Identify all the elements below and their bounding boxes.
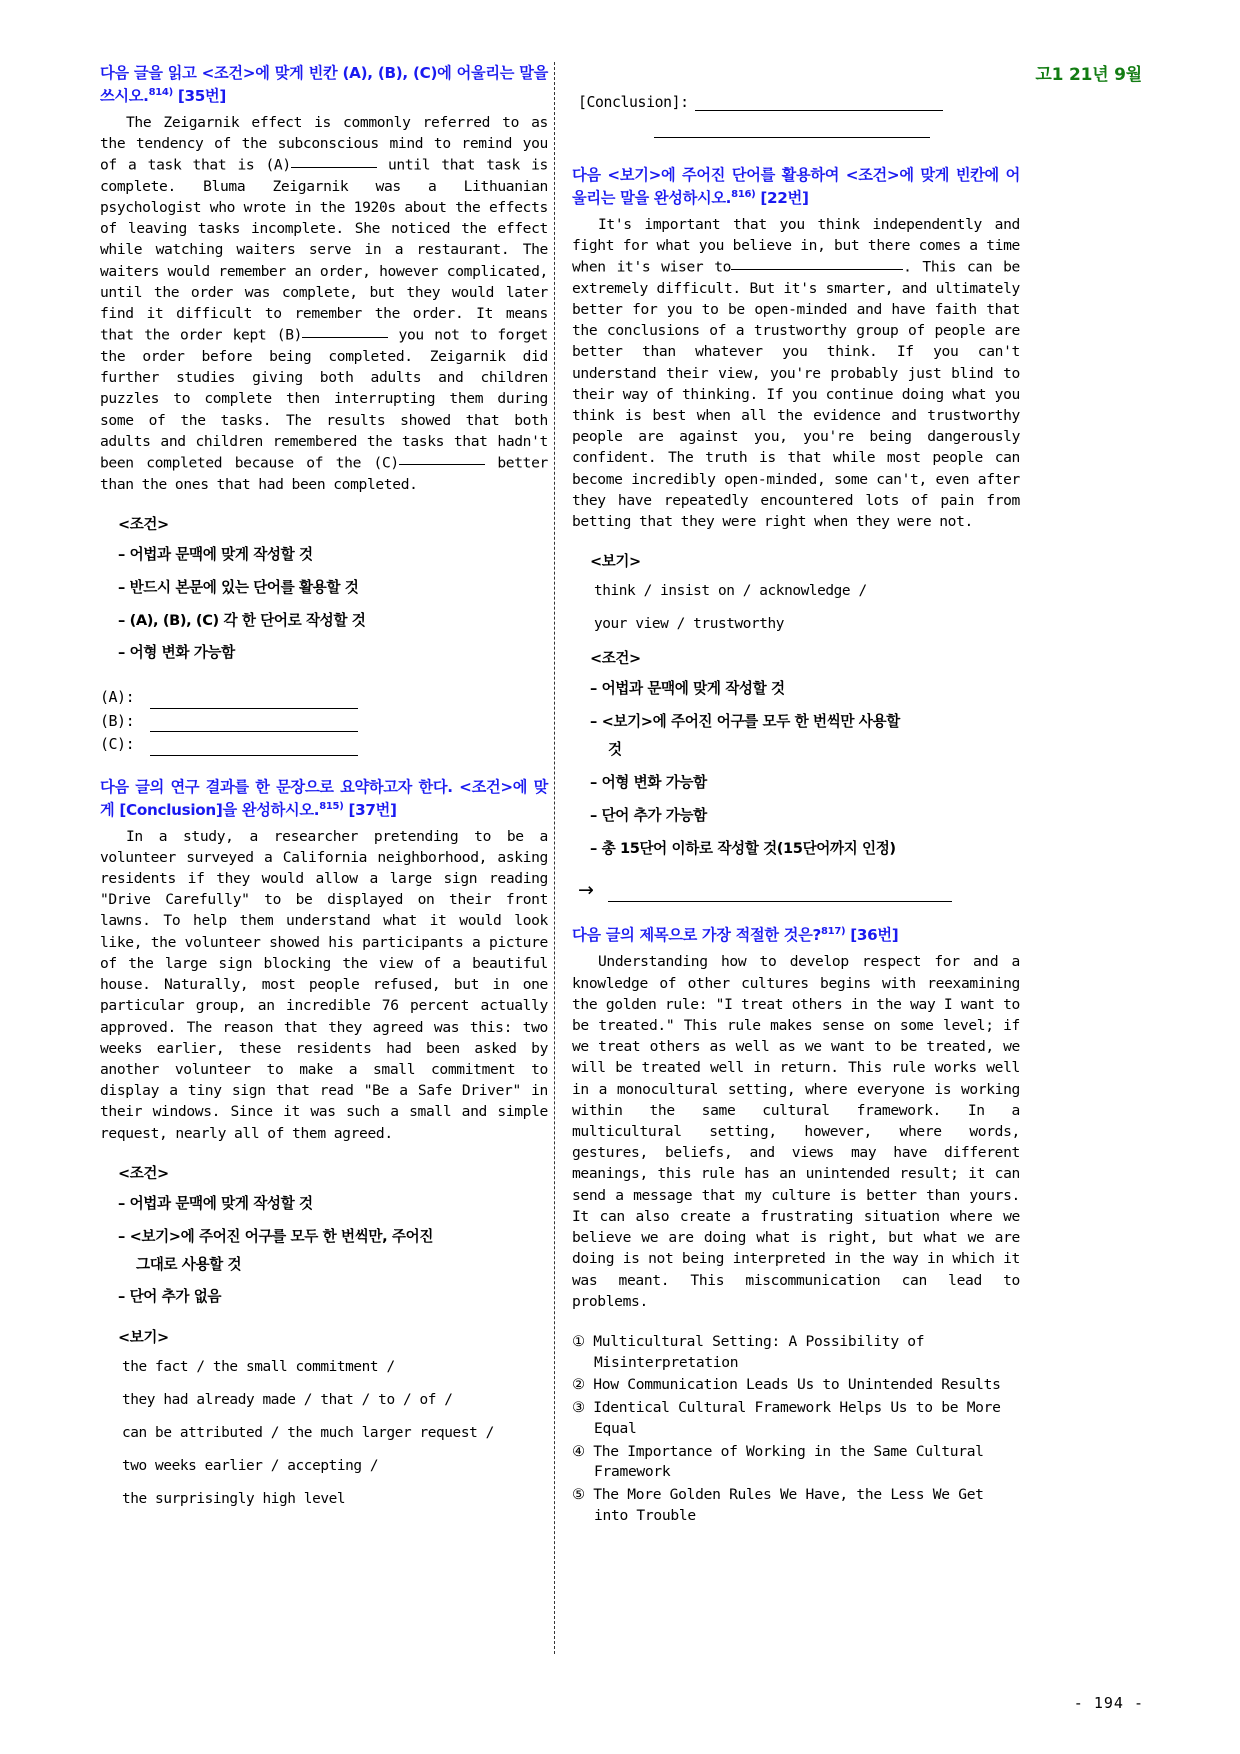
question-35-footnote: 814) (148, 86, 173, 98)
question-22-prompt-line2: 빈칸에 어울리는 말을 완성하시오. (572, 166, 1020, 207)
answer-input-c[interactable] (150, 739, 358, 756)
conditions-title: <조건> (590, 651, 641, 668)
question-37-conditions-block (100, 1162, 548, 1309)
vocab-title: <보기> (590, 554, 641, 571)
question-36-choices (572, 1332, 1020, 1526)
conclusion-input-line-1[interactable] (695, 94, 943, 111)
question-37-prompt (100, 776, 548, 822)
answer-label-a: (A): (100, 688, 135, 707)
blank-b[interactable] (302, 324, 388, 337)
condition-item: – 단어 추가 가능함 (590, 806, 707, 824)
question-37-passage: In a study, a researcher pretending to be a volunteer surveyed a California neighborhood, asking residents if they would allow a large sign reading "Drive Carefully" to be displayed on their front lawns. To help them understand what it would look like, the volunteer showed his participants a picture of the large sign blocking the view of a beautiful house. Naturally, most people refused, but in one particular group, an incredible 76 percent actually approved. The reason that they agreed was this: two weeks earlier, these residents had been asked by another volunteer to make a small commitment to display a tiny sign that read "Be a Safe Driver" in their windows. Since it was such a small and simple request, nearly all of them agreed. (100, 827, 548, 1142)
vocab-line: they had already made / that / to / of / (122, 1392, 453, 1409)
choice-text-2: How Communication Leads Us to Unintended Results (593, 1376, 1001, 1394)
question-35-prompt (100, 62, 548, 108)
question-22-number: [22번] (755, 188, 809, 207)
question-22-vocab-block (572, 550, 1020, 635)
question-37-block (100, 776, 548, 1510)
question-22-answer-row (578, 881, 1020, 902)
question-35-prompt-line2: 어울리는 말을 쓰시오. (100, 64, 548, 105)
choice-text-1: Multicultural Setting: A Possibility of Misinterpretation (593, 1333, 925, 1371)
question-37-prompt-line1: 다음 글의 연구 결과를 한 문장으로 요약하고자 한다. (100, 777, 453, 796)
answer-label-c: (C): (100, 735, 135, 754)
question-22-passage (572, 214, 1020, 533)
choice-number-5: ⑤ (572, 1486, 585, 1504)
passage-seg-2: . This can be extremely difficult. But it's smarter, and ultimately better for you to be open-minded and have faith that the conclusions of a trustworthy group of people are better than whatever you think. If you can't understand their view, you're probably just blind to their way of thinking. If you continue doing what you think is best when all the evidence and trustworthy people are against you, you're being dangerously confident. The truth is that while most people can become incredibly open-minded, some can't, even after they have repeatedly encountered lots of pain from betting that they were right when they were not. (572, 258, 1020, 531)
choice-option-1[interactable] (572, 1332, 1020, 1373)
conclusion-block (572, 94, 1020, 138)
passage-seg-2: until that task is complete. Bluma Zeigarnik was a Lithuanian psychologist who wrote in the 1920s about the effects of leaving tasks incomplete. She noticed the effect while watching waiters serve in a restaurant. The waiters would remember an order, however complicated, until the order was complete, but they would later find it difficult to remember the order. It means that the order kept (B) (100, 156, 548, 344)
vocab-line: the surprisingly high level (122, 1490, 346, 1507)
vocab-line: two weeks earlier / accepting / (122, 1458, 379, 1474)
choice-number-3: ③ (572, 1399, 585, 1417)
question-35-passage (100, 112, 548, 495)
answer-label-b: (B): (100, 711, 135, 730)
question-35-prompt-line1: 다음 글을 읽고 <조건>에 맞게 빈칸 (A), (B), (C)에 (100, 64, 452, 82)
question-22-footnote: 816) (731, 188, 756, 200)
question-22-block (572, 164, 1020, 902)
question-35-conditions-block (100, 513, 548, 665)
passage-seg-1: The Zeigarnik effect is commonly referred to as the tendency of the subconscious mind to remind you of a task that is (A) (100, 113, 548, 174)
question-22-prompt (572, 164, 1020, 210)
conditions-title: <조건> (118, 516, 169, 533)
condition-item: – 어법과 문맥에 맞게 작성할 것 (590, 680, 785, 698)
question-37-vocab-block (100, 1326, 548, 1509)
conclusion-row (578, 94, 1020, 111)
vocab-line: can be attributed / the much larger request / (122, 1425, 494, 1442)
question-37-number: [37번] (343, 800, 397, 819)
question-36-prompt (572, 924, 1020, 947)
question-35-number: [35번] (172, 86, 227, 105)
choice-option-2[interactable] (572, 1375, 1020, 1396)
choice-text-3: Identical Cultural Framework Helps Us to be More Equal (593, 1399, 1001, 1437)
choice-text-5: The More Golden Rules We Have, the Less We Get into Trouble (593, 1486, 984, 1524)
answer-row (100, 710, 548, 733)
condition-item-continuation: 것 (608, 740, 622, 758)
question-35-answer-lines (100, 686, 548, 756)
choice-text-4: The Importance of Working in the Same Cultural Framework (593, 1442, 984, 1481)
choice-option-3[interactable] (572, 1398, 1020, 1439)
question-36-passage: Understanding how to develop respect for and a knowledge of other cultures begins with reexamining the golden rule: "I treat others in the way I want to be treated." This rule makes sense on some level; if we treat others as well as we want to be treated, we will be treated well in return. This rule works well in a monocultural setting, where everyone is working within the same cultural framework. In a multicultural setting, however, where words, gestures, beliefs, and views may have different meanings, this rule has an unintended result; it can send a message that my culture is better than yours. It can also create a frustrating situation where we believe we are doing what is right, but what we are doing is not being interpreted in the way in which it was meant. This miscommunication can lead to problems. (572, 953, 1020, 1310)
vocab-line: think / insist on / acknowledge / (594, 583, 867, 600)
right-arrow-icon: → (578, 879, 594, 902)
exam-header-label: 고1 21년 9월 (1035, 65, 1142, 85)
condition-item: – 반드시 본문에 있는 단어를 활용할 것 (118, 578, 359, 596)
blank-c[interactable] (399, 452, 485, 465)
condition-item-continuation: 그대로 사용할 것 (136, 1255, 242, 1273)
question-22-prompt-line1: 다음 <보기>에 주어진 단어를 활용하여 <조건>에 맞게 (572, 166, 950, 184)
question-36-prompt-line1: 다음 글의 제목으로 가장 적절한 것은? (572, 926, 822, 945)
question-36-footnote: 817) (821, 926, 846, 938)
choice-number-2: ② (572, 1376, 585, 1394)
condition-item: – <보기>에 주어진 어구를 모두 한 번씩만, 주어진 (118, 1227, 434, 1245)
blank-a[interactable] (291, 154, 377, 167)
choice-option-4[interactable] (572, 1442, 1020, 1483)
vocab-title: <보기> (118, 1330, 169, 1347)
condition-item: – <보기>에 주어진 어구를 모두 한 번씩만 사용할 (590, 712, 900, 730)
condition-item: – 어법과 문맥에 맞게 작성할 것 (118, 1194, 313, 1212)
condition-item: – (A), (B), (C) 각 한 단어로 작성할 것 (118, 611, 366, 629)
blank-main[interactable] (731, 256, 903, 269)
question-36-block (572, 924, 1020, 1526)
conclusion-input-line-2[interactable] (654, 119, 930, 138)
question-37-prompt-line2: <조건>에 맞게 [Conclusion]을 완성하시오. (100, 777, 548, 819)
vocab-line: the fact / the small commitment / (122, 1359, 395, 1376)
right-column (572, 62, 1020, 1528)
passage-seg-3: you not to forget the order before being completed. Zeigarnik did further studies giving both adults and children puzzles to complete then interrupting them during some of the tasks. The results showed that both adults and children remembered the tasks that hadn't been completed because of the (C) (100, 326, 548, 472)
page-number: - 194 - (1073, 1694, 1144, 1712)
question-35-block (100, 62, 548, 756)
answer-input-a[interactable] (150, 692, 358, 709)
answer-input-b[interactable] (150, 715, 358, 732)
question-22-conditions-block (572, 647, 1020, 859)
conditions-title: <조건> (118, 1165, 169, 1182)
condition-item: – 어형 변화 가능함 (118, 644, 235, 662)
passage-seg-4: better than the ones that had been completed. (100, 454, 548, 493)
answer-row (100, 686, 548, 709)
condition-item: – 단어 추가 없음 (118, 1288, 222, 1306)
choice-number-4: ④ (572, 1442, 585, 1460)
question-36-number: [36번] (845, 926, 899, 945)
question-22-answer-input[interactable] (608, 887, 952, 902)
condition-item: – 어법과 문맥에 맞게 작성할 것 (118, 545, 313, 563)
answer-row (100, 733, 548, 756)
condition-item: – 어형 변화 가능함 (590, 773, 707, 791)
left-column (100, 62, 548, 1522)
question-37-footnote: 815) (319, 800, 344, 812)
column-divider (554, 62, 555, 1654)
choice-number-1: ① (572, 1333, 585, 1351)
condition-item: – 총 15단어 이하로 작성할 것(15단어까지 인정) (590, 839, 896, 857)
passage-seg-1: It's important that you think independently and fight for what you believe in, but there comes a time when it's wiser to (572, 215, 1020, 276)
conclusion-label: [Conclusion]: (578, 94, 689, 111)
choice-option-5[interactable] (572, 1485, 1020, 1526)
vocab-line: your view / trustworthy (594, 616, 785, 633)
